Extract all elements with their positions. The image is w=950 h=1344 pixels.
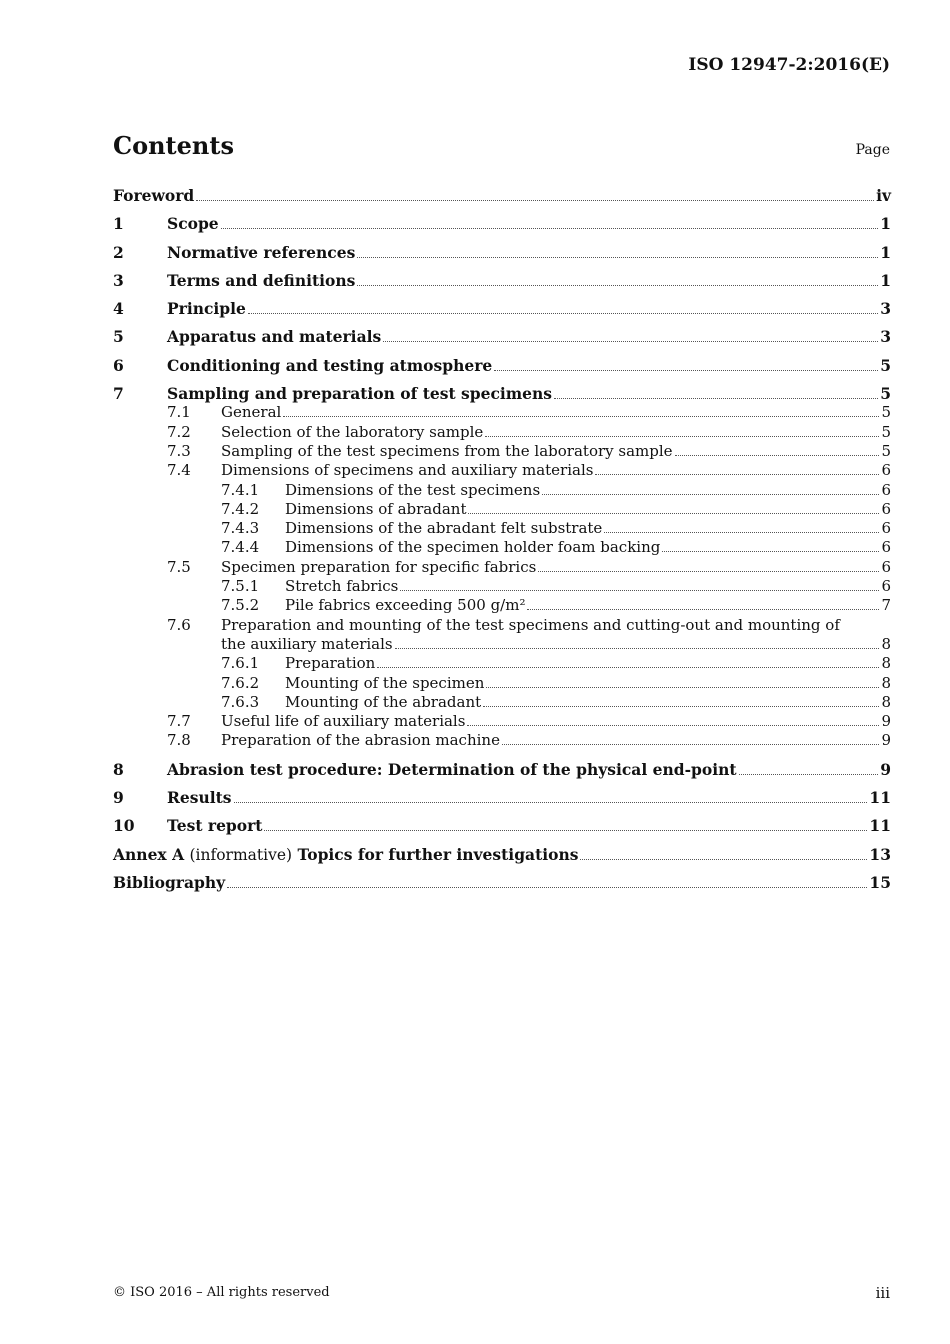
toc-entry-7-1[interactable]: 7.1 General 5	[167, 403, 891, 422]
toc-entry-10[interactable]: 10 Test report 11	[113, 816, 891, 836]
toc-entry-7-6-1[interactable]: 7.6.1 Preparation 8	[221, 654, 891, 673]
toc-entry-7-2[interactable]: 7.2 Selection of the laboratory sample 5	[167, 422, 891, 441]
toc-entry-7-4-1[interactable]: 7.4.1 Dimensions of the test specimens 6	[221, 480, 891, 499]
annex-qualifier: (informative)	[189, 845, 293, 864]
toc-entry-annex-a[interactable]: Annex A (informative) Topics for further investigations 13	[113, 844, 891, 864]
toc-entry-4[interactable]: 4 Principle 3	[113, 299, 891, 319]
toc-entry-foreword[interactable]: Foreword iv	[113, 186, 891, 205]
toc-entry-7-4[interactable]: 7.4 Dimensions of specimens and auxiliary materials 6	[167, 461, 891, 480]
toc-entry-7-4-2[interactable]: 7.4.2 Dimensions of abradant 6	[221, 499, 891, 518]
page-title: Contents	[113, 131, 234, 160]
toc-entry-7-5[interactable]: 7.5 Specimen preparation for specific fabrics 6	[167, 557, 891, 576]
toc-entry-7-5-1[interactable]: 7.5.1 Stretch fabrics 6	[221, 577, 891, 596]
toc-entry-7-6-line2[interactable]: the auxiliary materials 8	[221, 634, 891, 653]
toc-entry-6[interactable]: 6 Conditioning and testing atmosphere 5	[113, 355, 891, 375]
table-of-contents	[113, 186, 891, 901]
page-number: iii	[875, 1284, 890, 1302]
toc-entry-7-5-2[interactable]: 7.5.2 Pile fabrics exceeding 500 g/m² 7	[221, 596, 891, 615]
toc-entry-7-6-3[interactable]: 7.6.3 Mounting of the abradant 8	[221, 692, 891, 711]
copyright-notice: © ISO 2016 – All rights reserved	[113, 1285, 330, 1300]
toc-entry-2[interactable]: 2 Normative references 1	[113, 242, 891, 262]
toc-entry-9[interactable]: 9 Results 11	[113, 788, 891, 808]
document-id: ISO 12947-2:2016(E)	[688, 55, 890, 75]
toc-entry-1[interactable]: 1 Scope 1	[113, 214, 891, 234]
toc-entry-7-3[interactable]: 7.3 Sampling of the test specimens from the laboratory sample 5	[167, 441, 891, 460]
toc-entry-7-7[interactable]: 7.7 Useful life of auxiliary materials 9	[167, 712, 891, 731]
toc-entry-8[interactable]: 8 Abrasion test procedure: Determination of the physical end-point 9	[113, 759, 891, 779]
toc-entry-5[interactable]: 5 Apparatus and materials 3	[113, 327, 891, 347]
annex-title: Topics for further investigations	[297, 844, 579, 864]
toc-entry-7-6-2[interactable]: 7.6.2 Mounting of the specimen 8	[221, 673, 891, 692]
toc-entry-bibliography[interactable]: Bibliography 15	[113, 872, 891, 892]
toc-entry-7-4-4[interactable]: 7.4.4 Dimensions of the specimen holder foam backing 6	[221, 538, 891, 557]
toc-entry-7-4-3[interactable]: 7.4.3 Dimensions of the abradant felt substrate 6	[221, 519, 891, 538]
page-column-label: Page	[855, 142, 890, 158]
toc-entry-7[interactable]: 7 Sampling and preparation of test specimens 5	[113, 384, 891, 404]
toc-entry-3[interactable]: 3 Terms and definitions 1	[113, 270, 891, 290]
toc-entry-7-6-line1[interactable]: 7.6 Preparation and mounting of the test specimens and cutting-out and mounting of	[167, 615, 840, 634]
toc-entry-7-8[interactable]: 7.8 Preparation of the abrasion machine 9	[167, 731, 891, 750]
annex-label: Annex A	[113, 844, 185, 864]
